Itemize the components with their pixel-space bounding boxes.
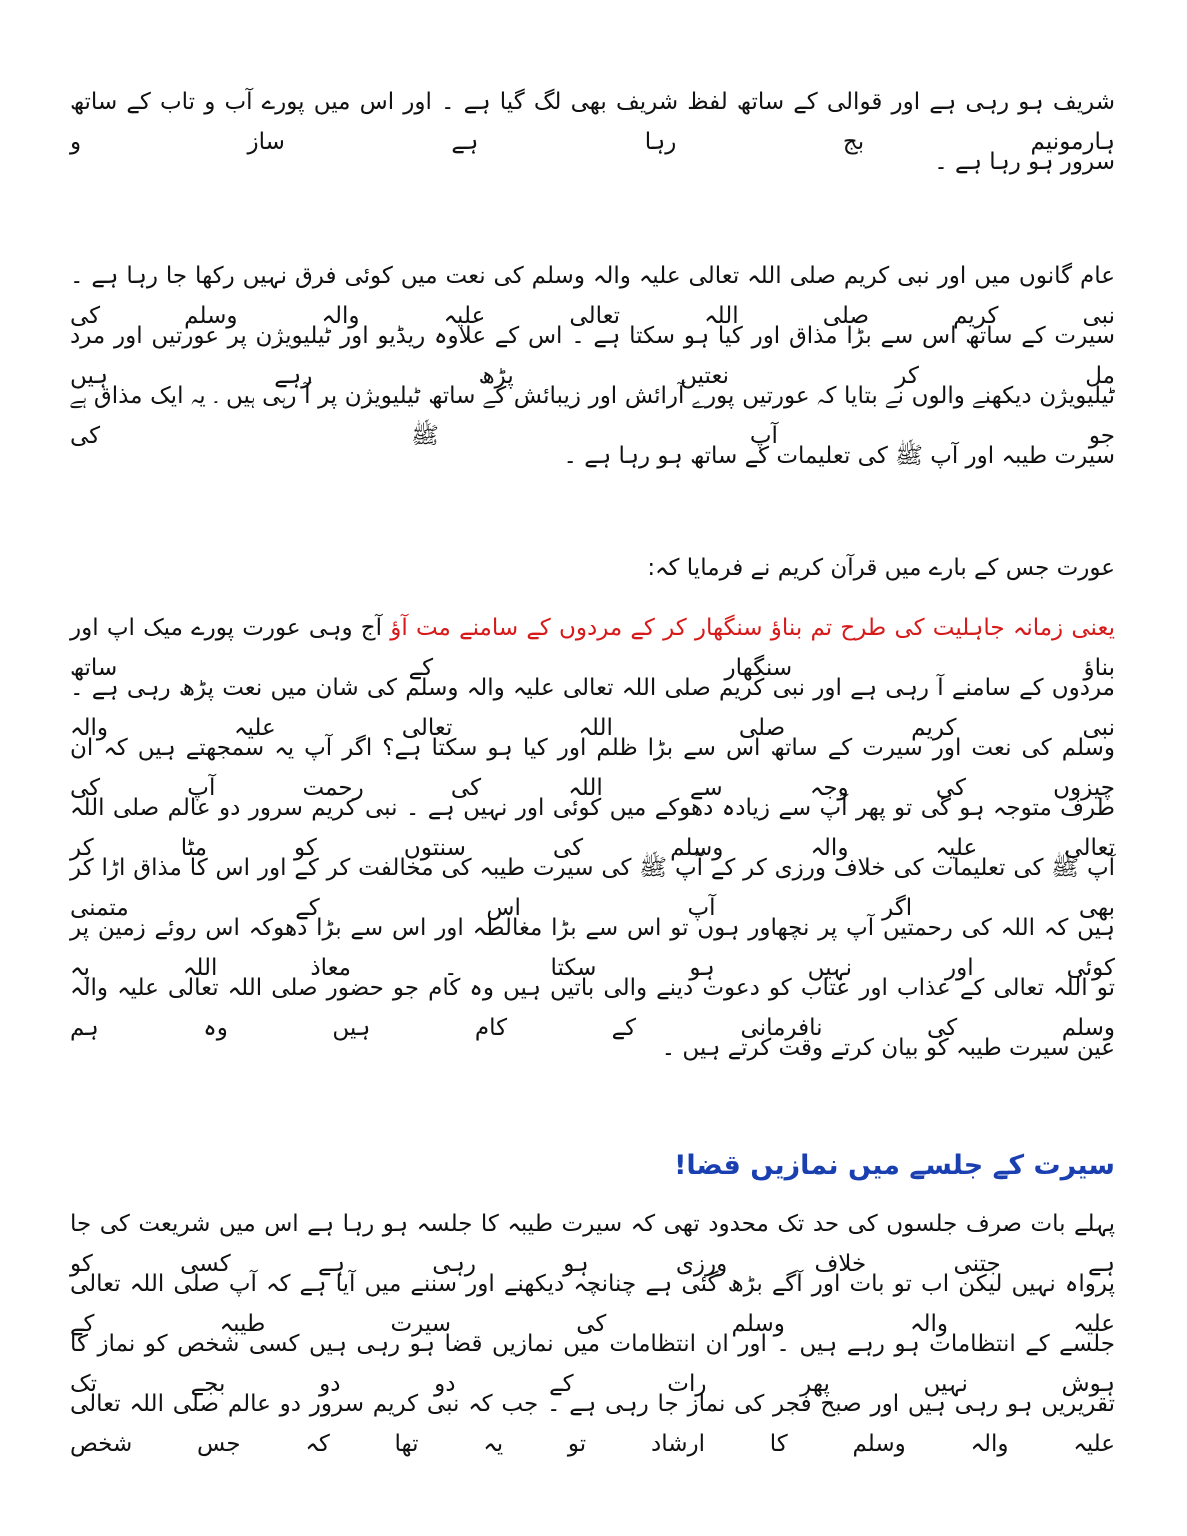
section-line-3: جلسے کے انتظامات ہو رہے ہیں ۔ اور ان انتظامات میں نمازیں قضا ہو رہی ہیں کسی شخص کو نماز کا ہوش نہیں پھر رات کے دو دو بجے تک bbox=[70, 1331, 1115, 1397]
paragraph-3-line-4: طرف متوجہ ہو گی تو پھر آپ سے زیادہ دھوکے میں کوئی اور نہیں ہے ۔ نبی کریم سرور دو عالم صلی اللہ تعالی علیہ والہ وسلم کی سنتوں کو مٹا کر bbox=[70, 795, 1115, 861]
paragraph-2-line-4: سیرت طیبہ اور آپ ﷺ کی تعلیمات کے ساتھ ہو رہا ہے ۔ bbox=[563, 443, 1115, 469]
paragraph-1-line-1: شریف ہو رہی ہے اور قوالی کے ساتھ لفظ شریف بھی لگ گیا ہے ۔ اور اس میں پورے آب و تاب کے ساتھ ہارمونیم بج رہا ہے ساز و bbox=[70, 89, 1115, 155]
paragraph-2-line-1: عام گانوں میں اور نبی کریم صلی اللہ تعالی علیہ والہ وسلم کی نعت میں کوئی فرق نہیں رکھا جا رہا ہے ۔ نبی کریم صلی اللہ تعالی علیہ والہ وسلم کی bbox=[70, 263, 1115, 329]
paragraph-3-line-7: تو اللہ تعالی کے عذاب اور عتاب کو دعوت دینے والی باتیں ہیں وہ کام جو حضور صلی اللہ تعالی علیہ والہ وسلم کی نافرمانی کے کام ہیں وہ ہم bbox=[70, 975, 1115, 1041]
paragraph-1-line-2: سرور ہو رہا ہے ۔ bbox=[934, 149, 1115, 175]
section-line-1: پہلے بات صرف جلسوں کی حد تک محدود تھی کہ سیرت طیبہ کا جلسہ ہو رہا ہے اس میں شریعت کی جا ہے جتنی خلاف ورزی ہو رہی ہے کسی کو bbox=[70, 1211, 1115, 1277]
paragraph-2-line-2: سیرت کے ساتھ اس سے بڑا مذاق اور کیا ہو سکتا ہے ۔ اس کے علاوہ ریڈیو اور ٹیلیویژن پر عورتیں اور مرد مل کر نعتیں پڑھ رہے ہیں bbox=[70, 323, 1115, 389]
paragraph-3-line-5: آپ ﷺ کی تعلیمات کی خلاف ورزی کر کے آپ ﷺ کی سیرت طیبہ کی مخالفت کر کے اور اس کا مذاق اڑا کر بھی اگر آپ اس کے متمنی bbox=[70, 855, 1115, 921]
paragraph-3-line-8: عین سیرت طیبہ کو بیان کرتے وقت کرتے ہیں ۔ bbox=[661, 1035, 1115, 1061]
paragraph-2-line-3: ٹیلیویژن دیکھنے والوں نے بتایا کہ عورتیں پورے آرائش اور زیبائش کے ساتھ ٹیلیویژن پر آ رہی ہیں ۔ یہ ایک مذاق ہے جو آپ ﷺ کی bbox=[70, 383, 1115, 449]
paragraph-3-line-1 bbox=[70, 608, 1115, 681]
paragraph-3-line-6: ہیں کہ اللہ کی رحمتیں آپ پر نچھاور ہوں تو اس سے بڑا مغالطہ اور اس سے بڑا دھوکہ اس روئے زمین پر کوئی اور نہیں ہو سکتا ۔ معاذ اللہ یہ bbox=[70, 915, 1115, 981]
section-line-4: تقریریں ہو رہی ہیں اور صبح فجر کی نماز جا رہی ہے ۔ جب کہ نبی کریم سرور دو عالم صلی اللہ تعالی علیہ والہ وسلم کا ارشاد تو یہ تھا کہ جس شخص bbox=[70, 1391, 1115, 1457]
section-heading: سیرت کے جلسے میں نمازیں قضا! bbox=[674, 1150, 1115, 1181]
section-line-2: پرواہ نہیں لیکن اب تو بات اور آگے بڑھ گئی ہے چنانچہ دیکھنے اور سننے میں آیا ہے کہ آپ صلی اللہ تعالی علیہ والہ وسلم کی سیرت طیبہ کے bbox=[70, 1271, 1115, 1337]
paragraph-3-intro: عورت جس کے بارے میں قرآن کریم نے فرمایا کہ: bbox=[647, 555, 1115, 581]
paragraph-3-line-1-rest: آج وہی عورت پورے میک اپ اور بناؤ سنگھار کے ساتھ bbox=[70, 615, 1115, 681]
paragraph-3-line-3: وسلم کی نعت اور سیرت کے ساتھ اس سے بڑا ظلم اور کیا ہو سکتا ہے؟ اگر آپ یہ سمجھتے ہیں کہ ان چیزوں کی وجہ سے اللہ کی رحمت آپ کی bbox=[70, 735, 1115, 801]
paragraph-3-line-2: مردوں کے سامنے آ رہی ہے اور نبی کریم صلی اللہ تعالی علیہ والہ وسلم کی شان میں نعت پڑھ رہی ہے ۔ نبی کریم صلی اللہ تعالی علیہ والہ bbox=[70, 675, 1115, 741]
quran-quote: یعنی زمانہ جاہلیت کی طرح تم بناؤ سنگھار کر کے مردوں کے سامنے مت آؤ bbox=[390, 615, 1115, 641]
